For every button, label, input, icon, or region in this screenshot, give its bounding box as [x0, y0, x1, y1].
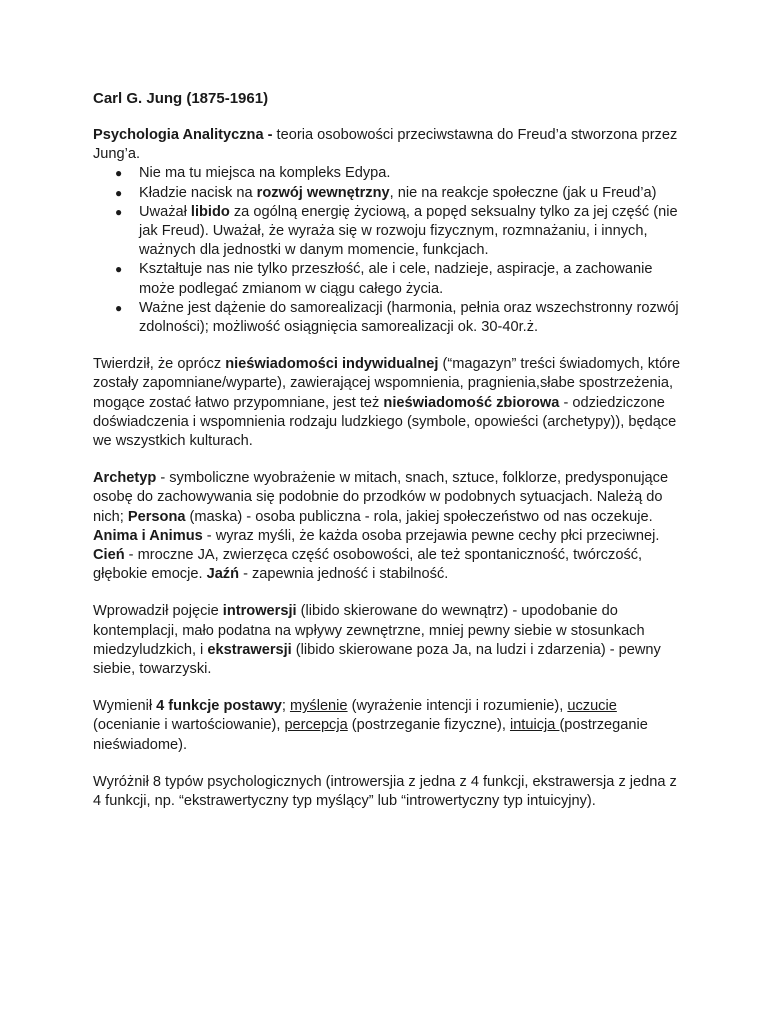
paragraph-archetype: Archetyp - symboliczne wyobrażenie w mitach, snach, sztuce, folklorze, predysponujące osobę do zachowywania się podobnie do przodków w podobnych sytuacjach. Należą do nich; Persona (maska) - osoba publiczna - rola, jakiej społeczeństwo od nas oczekuje. Anima i Animus - wyraz myśli, że każda osoba przejawia pewne cechy płci przeciwnej. Cień - mroczne JA, zwierzęca część osobowości, ale też spontaniczność, twórczość, głębokie emocje. Jaźń - zapewnia jedność i stabilność. — [93, 470, 669, 583]
paragraph-unconscious: Twierdził, że oprócz nieświadomości indywidualnej (“magazyn” treści świadomych, które zostały zapomniane/wyparte), zawierającej wspomnienia, pragnienia,słabe spostrzeżenia, mogące zostać łatwo przypomniane, jest też nieświadomość zbiorowa - odziedziczone doświadczenia i wspomnienia rodzaju ludzkiego (symbole, opowieści (archetypy)), będące we wszystkich kulturach. — [93, 356, 681, 450]
term-analytical-psychology: Psychologia Analityczna - — [93, 127, 273, 143]
list-item: ● Nie ma tu miejsca na kompleks Edypa. — [93, 164, 683, 183]
paragraph-introversion: Wprowadził pojęcie introwersji (libido skierowane do wewnątrz) - upodobanie do kontemplacji, mało podatna na wpływy zewnętrzne, mniej pewny siebie w stosunkach miedzyludzkich, i ekstrawersji (libido skierowane poza Ja, na ludzi i zdarzenia) - pewny siebie, towarzyski. — [93, 603, 661, 678]
paragraph-analytical-psychology: Psychologia Analityczna - teoria osobowości przeciwstawna do Freud’a stworzona przez Jung’a. — [93, 127, 678, 163]
bullet-list — [93, 164, 683, 337]
paragraph-functions: Wymienił 4 funkcje postawy; myślenie (wyrażenie intencji i rozumienie), uczucie (ocenianie i wartościowanie), percepcja (postrzeganie fizyczne), intuicja (postrzeganie nieświadome). — [93, 698, 648, 753]
document-page — [93, 89, 683, 811]
bullet-icon: ● — [115, 300, 123, 315]
bullet-icon: ● — [115, 262, 123, 277]
list-item: ● Kładzie nacisk na rozwój wewnętrzny, nie na reakcje społeczne (jak u Freud’a) — [93, 184, 683, 203]
list-item: ● Ważne jest dążenie do samorealizacji (harmonia, pełnia oraz wszechstronny rozwój zdolności); możliwość osiągnięcia samorealizacji ok. 30-40r.ż. — [115, 299, 679, 336]
document-title: Carl G. Jung (1875-1961) — [93, 90, 269, 107]
list-item: ● Kształtuje nas nie tylko przeszłość, ale i cele, nadzieje, aspiracje, a zachowanie może podlegać zmianom w ciągu całego życia. — [115, 261, 653, 297]
bullet-icon: ● — [115, 185, 123, 200]
paragraph-types: Wyróżnił 8 typów psychologicznych (introwersjia z jedna z 4 funkcji, ekstrawersja z jedna z 4 funkcji, np. “ekstrawertyczny typ myślący” lub “introwertyczny typ intuicyjny). — [93, 773, 677, 810]
list-item: ● Uważał libido za ogólną energię życiową, a popęd seksualny tylko za jej część (nie jak Freud). Uważał, że wyraża się w rozwoju fizycznym, rozmnażaniu, i innych, ważnych dla jednostki w danym momencie, funkcjach. — [115, 203, 678, 259]
bullet-icon: ● — [115, 166, 123, 181]
bullet-icon: ● — [115, 204, 123, 219]
